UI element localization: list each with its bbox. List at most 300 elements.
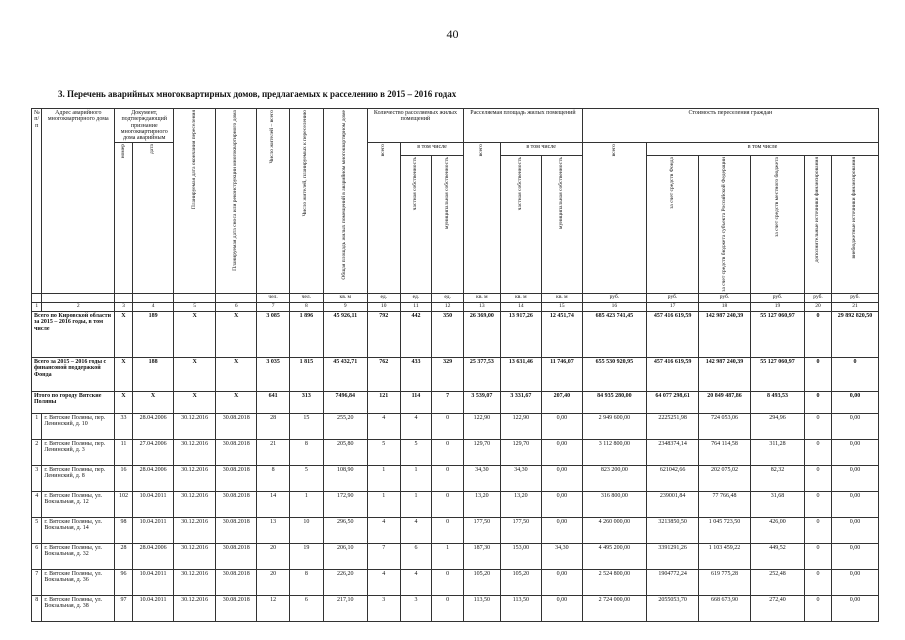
column-number: 9 (323, 303, 367, 312)
summary-cell: 11 746,07 (542, 358, 583, 392)
table-cell: 30.12.2016 (174, 440, 216, 466)
table-cell: 1 (432, 544, 464, 570)
column-number: 16 (582, 303, 646, 312)
table-cell: 14 (257, 492, 289, 518)
table-cell: 0,00 (542, 440, 583, 466)
table-cell: 21 (257, 440, 289, 466)
header-cell (582, 143, 646, 294)
summary-cell: 13 917,26 (500, 312, 542, 358)
table-cell: 0 (805, 466, 832, 492)
header-cell (699, 156, 751, 294)
summary-label: Всего за 2015 – 2016 годы с финансовой поддержкой Фонда (32, 358, 115, 392)
header-cell (289, 109, 323, 294)
summary-cell: 12 451,74 (542, 312, 583, 358)
table-cell: 1 (367, 466, 400, 492)
summary-cell: 433 (400, 358, 431, 392)
table-row (32, 466, 879, 492)
table-row (32, 596, 879, 622)
table-cell: 4 495 200,00 (582, 544, 646, 570)
column-number: 14 (500, 303, 542, 312)
table-cell: 4 (367, 414, 400, 440)
table-cell: 28.04.2006 (132, 544, 174, 570)
table-cell: 20 (257, 570, 289, 596)
column-number: 1 (32, 303, 42, 312)
table-cell: 3 112 800,00 (582, 440, 646, 466)
summary-cell: X (174, 312, 216, 358)
units-cell: руб. (582, 294, 646, 303)
units-cell (32, 294, 42, 303)
table-cell: 0 (805, 596, 832, 622)
table-row (32, 492, 879, 518)
table-cell: 31,68 (751, 492, 805, 518)
table-cell: 105,20 (500, 570, 542, 596)
header-cell (367, 143, 400, 294)
summary-cell: 64 077 298,61 (647, 392, 699, 414)
header-cell (432, 156, 464, 294)
table-cell: 311,28 (751, 440, 805, 466)
table-cell: 294,96 (751, 414, 805, 440)
column-number-row (32, 303, 879, 312)
table-cell: 4 (367, 570, 400, 596)
table-cell: 2 724 000,00 (582, 596, 646, 622)
table-row (32, 544, 879, 570)
table-row (32, 570, 879, 596)
summary-cell: 3 085 (257, 312, 289, 358)
summary-cell: 26 369,00 (464, 312, 500, 358)
column-number: 18 (699, 303, 751, 312)
address-cell: г. Вятские Поляны, пер. Ленинский, д. 10 (42, 414, 115, 440)
table-cell: 0,00 (542, 570, 583, 596)
summary-cell: 0 (805, 312, 832, 358)
table-cell: 4 260 000,00 (582, 518, 646, 544)
table-row (32, 440, 879, 466)
table-cell: 30.08.2018 (215, 596, 257, 622)
header-cell: в том числе (500, 143, 582, 156)
table-cell: 3213850,50 (647, 518, 699, 544)
header-cell: № п/п (32, 109, 42, 294)
summary-cell: 457 416 619,59 (647, 358, 699, 392)
table-cell: 30.12.2016 (174, 596, 216, 622)
table-cell: 0 (805, 414, 832, 440)
address-cell: г. Вятские Поляны, ул. Вокзальная, д. 32 (42, 544, 115, 570)
table-cell: 30.08.2018 (215, 570, 257, 596)
table-cell: 6 (32, 544, 42, 570)
table-cell: 621042,66 (647, 466, 699, 492)
header-cell: Расселяемая площадь жилых помещений (464, 109, 582, 143)
summary-cell: 114 (400, 392, 431, 414)
table-cell: 202 075,02 (699, 466, 751, 492)
units-row (32, 294, 879, 303)
address-cell: г. Вятские Поляны, пер. Ленинский, д. 8 (42, 466, 115, 492)
table-cell: 205,80 (323, 440, 367, 466)
table-row (32, 518, 879, 544)
summary-cell: 1 896 (289, 312, 323, 358)
summary-cell: 0 (832, 358, 879, 392)
table-cell: 172,90 (323, 492, 367, 518)
summary-cell: 3 539,07 (464, 392, 500, 414)
summary-cell: 7496,84 (323, 392, 367, 414)
summary-cell: 1 815 (289, 358, 323, 392)
table-cell: 34,30 (464, 466, 500, 492)
units-cell: чел. (289, 294, 323, 303)
header-text: за счет средств бюджета субъекта Российской Федерации (720, 157, 727, 293)
table-cell: 8 (289, 570, 323, 596)
table-cell: 10.04.2011 (132, 518, 174, 544)
table-cell: 34,30 (542, 544, 583, 570)
table-cell: 0,00 (542, 518, 583, 544)
table-cell: 1 (367, 492, 400, 518)
table-cell: 4 (400, 570, 431, 596)
table-cell: 30.12.2016 (174, 492, 216, 518)
table-cell: 255,20 (323, 414, 367, 440)
summary-cell: 55 127 060,97 (751, 312, 805, 358)
table-cell: 82,32 (751, 466, 805, 492)
table-cell: 105,20 (464, 570, 500, 596)
summary-cell: X (132, 392, 174, 414)
table-cell: 34,30 (500, 466, 542, 492)
table-cell: 426,00 (751, 518, 805, 544)
table-cell: 0,00 (832, 518, 879, 544)
summary-label: Итого по городу Вятские Поляны (32, 392, 115, 414)
table-cell: 30.08.2018 (215, 492, 257, 518)
table-cell: 113,50 (464, 596, 500, 622)
header-text: за счет средств местного бюджета (773, 157, 780, 238)
summary-cell: 685 423 741,45 (582, 312, 646, 358)
table-cell: 5 (32, 518, 42, 544)
summary-cell: 188 (132, 358, 174, 392)
table-cell: 0,00 (542, 466, 583, 492)
table-cell: 1 (289, 492, 323, 518)
units-cell: руб. (647, 294, 699, 303)
table-cell: 108,90 (323, 466, 367, 492)
summary-cell: 0 (805, 358, 832, 392)
header-cell: в том числе (400, 143, 463, 156)
table-cell: 30.12.2016 (174, 544, 216, 570)
table-cell: 122,90 (464, 414, 500, 440)
table-cell: 98 (115, 518, 133, 544)
column-number: 19 (751, 303, 805, 312)
summary-cell: X (115, 392, 133, 414)
table-cell: 30.12.2016 (174, 518, 216, 544)
summary-cell: 189 (132, 312, 174, 358)
table-cell: 11 (115, 440, 133, 466)
table-cell: 3 (32, 466, 42, 492)
header-row-2 (32, 143, 879, 156)
summary-cell: 641 (257, 392, 289, 414)
address-cell: г. Вятские Поляны, ул. Вокзальная, д. 38 (42, 596, 115, 622)
column-number: 10 (367, 303, 400, 312)
table-cell: 2 524 800,00 (582, 570, 646, 596)
address-cell: г. Вятские Поляны, пер. Ленинский, д. 3 (42, 440, 115, 466)
table-cell: 10.04.2011 (132, 596, 174, 622)
table-cell: 226,20 (323, 570, 367, 596)
column-number: 15 (542, 303, 583, 312)
header-text: всего (610, 144, 617, 157)
table-cell: 239001,84 (647, 492, 699, 518)
table-cell: 3 (367, 596, 400, 622)
column-number: 5 (174, 303, 216, 312)
table-cell: 16 (115, 466, 133, 492)
column-number: 13 (464, 303, 500, 312)
table-cell: 449,52 (751, 544, 805, 570)
header-cell (832, 156, 879, 294)
summary-cell: 0,00 (832, 392, 879, 414)
summary-cell: 7 (432, 392, 464, 414)
table-cell: 1904772,24 (647, 570, 699, 596)
column-number: 21 (832, 303, 879, 312)
summary-cell: X (115, 312, 133, 358)
table-cell: 1 (400, 492, 431, 518)
column-number: 20 (805, 303, 832, 312)
table-cell: 2 949 600,00 (582, 414, 646, 440)
header-text: муниципальная собственность (443, 157, 450, 230)
table-cell: 20 (257, 544, 289, 570)
units-cell: руб. (751, 294, 805, 303)
address-cell: г. Вятские Поляны, ул. Вокзальная, д. 14 (42, 518, 115, 544)
summary-label: Всего по Кировской области за 2015 – 2016 годы, в том числе (32, 312, 115, 358)
units-cell: ед. (367, 294, 400, 303)
units-cell: чел. (257, 294, 289, 303)
table-cell: 0,00 (542, 414, 583, 440)
table-cell: 272,40 (751, 596, 805, 622)
header-text: дополнительные источники финансирования (814, 157, 821, 263)
table-cell: 2225251,98 (647, 414, 699, 440)
units-cell: руб. (699, 294, 751, 303)
summary-cell: 655 530 920,95 (582, 358, 646, 392)
page-number: 40 (446, 27, 459, 41)
header-cell (174, 109, 216, 294)
header-cell (215, 109, 257, 294)
header-text: внебюджетные источники финансирования (851, 157, 858, 259)
summary-cell: 45 926,11 (323, 312, 367, 358)
table-cell: 1 045 723,50 (699, 518, 751, 544)
units-cell: кв. м (542, 294, 583, 303)
table-cell: 4 (400, 414, 431, 440)
table-cell: 30.08.2018 (215, 466, 257, 492)
summary-cell: 13 631,46 (500, 358, 542, 392)
table-cell: 252,48 (751, 570, 805, 596)
header-text: номер (119, 144, 126, 159)
table-cell: 97 (115, 596, 133, 622)
table-cell: 5 (367, 440, 400, 466)
header-cell (751, 156, 805, 294)
table-cell: 3 (400, 596, 431, 622)
table-title: 3. Перечень аварийных многоквартирных домов, предлагаемых к расселению в 2015 – 2016 годах (58, 89, 457, 99)
summary-cell: X (174, 358, 216, 392)
header-cell (542, 156, 583, 294)
summary-row (32, 312, 879, 358)
summary-cell: 55 127 060,97 (751, 358, 805, 392)
table-cell: 96 (115, 570, 133, 596)
table-cell: 8 (257, 466, 289, 492)
table-cell: 0,00 (832, 570, 879, 596)
table-cell: 206,10 (323, 544, 367, 570)
summary-cell: 0 (805, 392, 832, 414)
header-text: Планируемая дата окончания переселения (190, 110, 197, 210)
summary-cell: 3 035 (257, 358, 289, 392)
header-cell (647, 156, 699, 294)
table-cell: 129,70 (464, 440, 500, 466)
summary-cell: 121 (367, 392, 400, 414)
table-cell: 187,30 (464, 544, 500, 570)
header-text: всего (478, 144, 485, 157)
summary-cell: 313 (289, 392, 323, 414)
summary-cell: 329 (432, 358, 464, 392)
table-cell: 7 (367, 544, 400, 570)
table-cell: 2 (32, 440, 42, 466)
summary-cell: 457 416 619,59 (647, 312, 699, 358)
header-cell (115, 143, 133, 294)
summary-cell: X (215, 312, 257, 358)
summary-cell: 29 892 820,50 (832, 312, 879, 358)
header-cell: Документ, подтверждающий признание многоквартирного дома аварийным (115, 109, 174, 143)
summary-cell: 142 987 240,39 (699, 312, 751, 358)
address-cell: г. Вятские Поляны, ул. Вокзальная, д. 12 (42, 492, 115, 518)
table-cell: 122,90 (500, 414, 542, 440)
table-cell: 6 (289, 596, 323, 622)
table-cell: 0,00 (832, 596, 879, 622)
table-cell: 0,00 (542, 492, 583, 518)
table-cell: 0 (805, 492, 832, 518)
header-cell: Адрес аварийного многоквартирного дома (42, 109, 115, 294)
table-cell: 0 (805, 544, 832, 570)
header-text: муниципальная собственность (558, 157, 565, 230)
table-cell: 0,00 (832, 414, 879, 440)
units-cell: ед. (432, 294, 464, 303)
summary-cell: 84 935 280,00 (582, 392, 646, 414)
table-cell: 177,50 (464, 518, 500, 544)
table-cell: 217,10 (323, 596, 367, 622)
table-cell: 3391291,26 (647, 544, 699, 570)
summary-cell: X (215, 392, 257, 414)
table-cell: 0 (805, 518, 832, 544)
summary-cell: 762 (367, 358, 400, 392)
units-cell (132, 294, 174, 303)
table-cell: 113,50 (500, 596, 542, 622)
table-cell: 13,20 (500, 492, 542, 518)
summary-cell: X (115, 358, 133, 392)
table-cell: 30.08.2018 (215, 440, 257, 466)
table-cell: 0,00 (832, 466, 879, 492)
table-cell: 12 (257, 596, 289, 622)
table-cell: 30.12.2016 (174, 414, 216, 440)
table-cell: 764 114,58 (699, 440, 751, 466)
summary-rows (32, 312, 879, 414)
column-number: 17 (647, 303, 699, 312)
table-cell: 0 (432, 518, 464, 544)
table-cell: 8 (289, 440, 323, 466)
table-cell: 0,00 (832, 544, 879, 570)
table-cell: 0 (432, 414, 464, 440)
summary-row (32, 392, 879, 414)
summary-cell: 3 331,67 (500, 392, 542, 414)
header-text: частная собственность (412, 157, 419, 211)
table-cell: 77 766,48 (699, 492, 751, 518)
header-text: за счет средств Фонда (668, 157, 675, 210)
header-text: Число жителей, планируемых к переселению (302, 110, 309, 217)
table-cell: 15 (289, 414, 323, 440)
summary-cell: 442 (400, 312, 431, 358)
table-cell: 316 800,00 (582, 492, 646, 518)
table-cell: 27.04.2006 (132, 440, 174, 466)
table-cell: 668 673,90 (699, 596, 751, 622)
table-cell: 4 (367, 518, 400, 544)
column-number: 3 (115, 303, 133, 312)
table-cell: 2348374,14 (647, 440, 699, 466)
summary-cell: 20 849 487,86 (699, 392, 751, 414)
table-cell: 0,00 (832, 492, 879, 518)
table-cell: 0 (432, 466, 464, 492)
resettlement-table (31, 108, 879, 622)
header-cell (400, 156, 431, 294)
table-cell: 2055053,70 (647, 596, 699, 622)
units-cell: руб. (832, 294, 879, 303)
table-cell: 0 (805, 440, 832, 466)
column-number: 11 (400, 303, 431, 312)
table-cell: 1 (32, 414, 42, 440)
table-cell: 619 775,28 (699, 570, 751, 596)
summary-cell: 207,40 (542, 392, 583, 414)
summary-cell: 350 (432, 312, 464, 358)
table-cell: 19 (289, 544, 323, 570)
table-cell: 4 (400, 518, 431, 544)
units-cell (174, 294, 216, 303)
header-text: частная собственность (516, 157, 523, 211)
units-cell: руб. (805, 294, 832, 303)
table-cell: 0 (432, 492, 464, 518)
table-cell: 10.04.2011 (132, 492, 174, 518)
table-cell: 28 (257, 414, 289, 440)
units-cell (42, 294, 115, 303)
units-cell (115, 294, 133, 303)
table-cell: 0 (432, 596, 464, 622)
units-cell: ед. (400, 294, 431, 303)
summary-cell: 142 987 240,39 (699, 358, 751, 392)
header-text: Число жителей – всего (269, 110, 276, 164)
table-cell: 129,70 (500, 440, 542, 466)
header-cell: Стоимость переселения граждан (582, 109, 878, 143)
table-cell: 30.12.2016 (174, 466, 216, 492)
table-cell: 13,20 (464, 492, 500, 518)
table-cell: 10.04.2011 (132, 570, 174, 596)
table-cell: 1 (400, 466, 431, 492)
table-cell: 823 200,00 (582, 466, 646, 492)
column-number: 2 (42, 303, 115, 312)
table-cell: 177,50 (500, 518, 542, 544)
summary-cell: 8 493,53 (751, 392, 805, 414)
column-number: 6 (215, 303, 257, 312)
header-cell: в том числе (647, 143, 879, 156)
table-cell: 28.04.2006 (132, 414, 174, 440)
table-cell: 1 103 459,22 (699, 544, 751, 570)
table-cell: 13 (257, 518, 289, 544)
column-number: 4 (132, 303, 174, 312)
table-cell: 28 (115, 544, 133, 570)
header-text: Планируемая дата сноса или реконструкции многоквартирного дома (232, 110, 239, 271)
column-number: 12 (432, 303, 464, 312)
header-row-1 (32, 109, 879, 143)
summary-cell: X (174, 392, 216, 414)
units-cell: кв. м (323, 294, 367, 303)
table-cell: 153,00 (500, 544, 542, 570)
table-cell: 7 (32, 570, 42, 596)
table-cell: 296,50 (323, 518, 367, 544)
header-cell (257, 109, 289, 294)
table-row (32, 414, 879, 440)
table-cell: 0,00 (542, 596, 583, 622)
summary-cell: 25 377,53 (464, 358, 500, 392)
table-cell: 5 (400, 440, 431, 466)
